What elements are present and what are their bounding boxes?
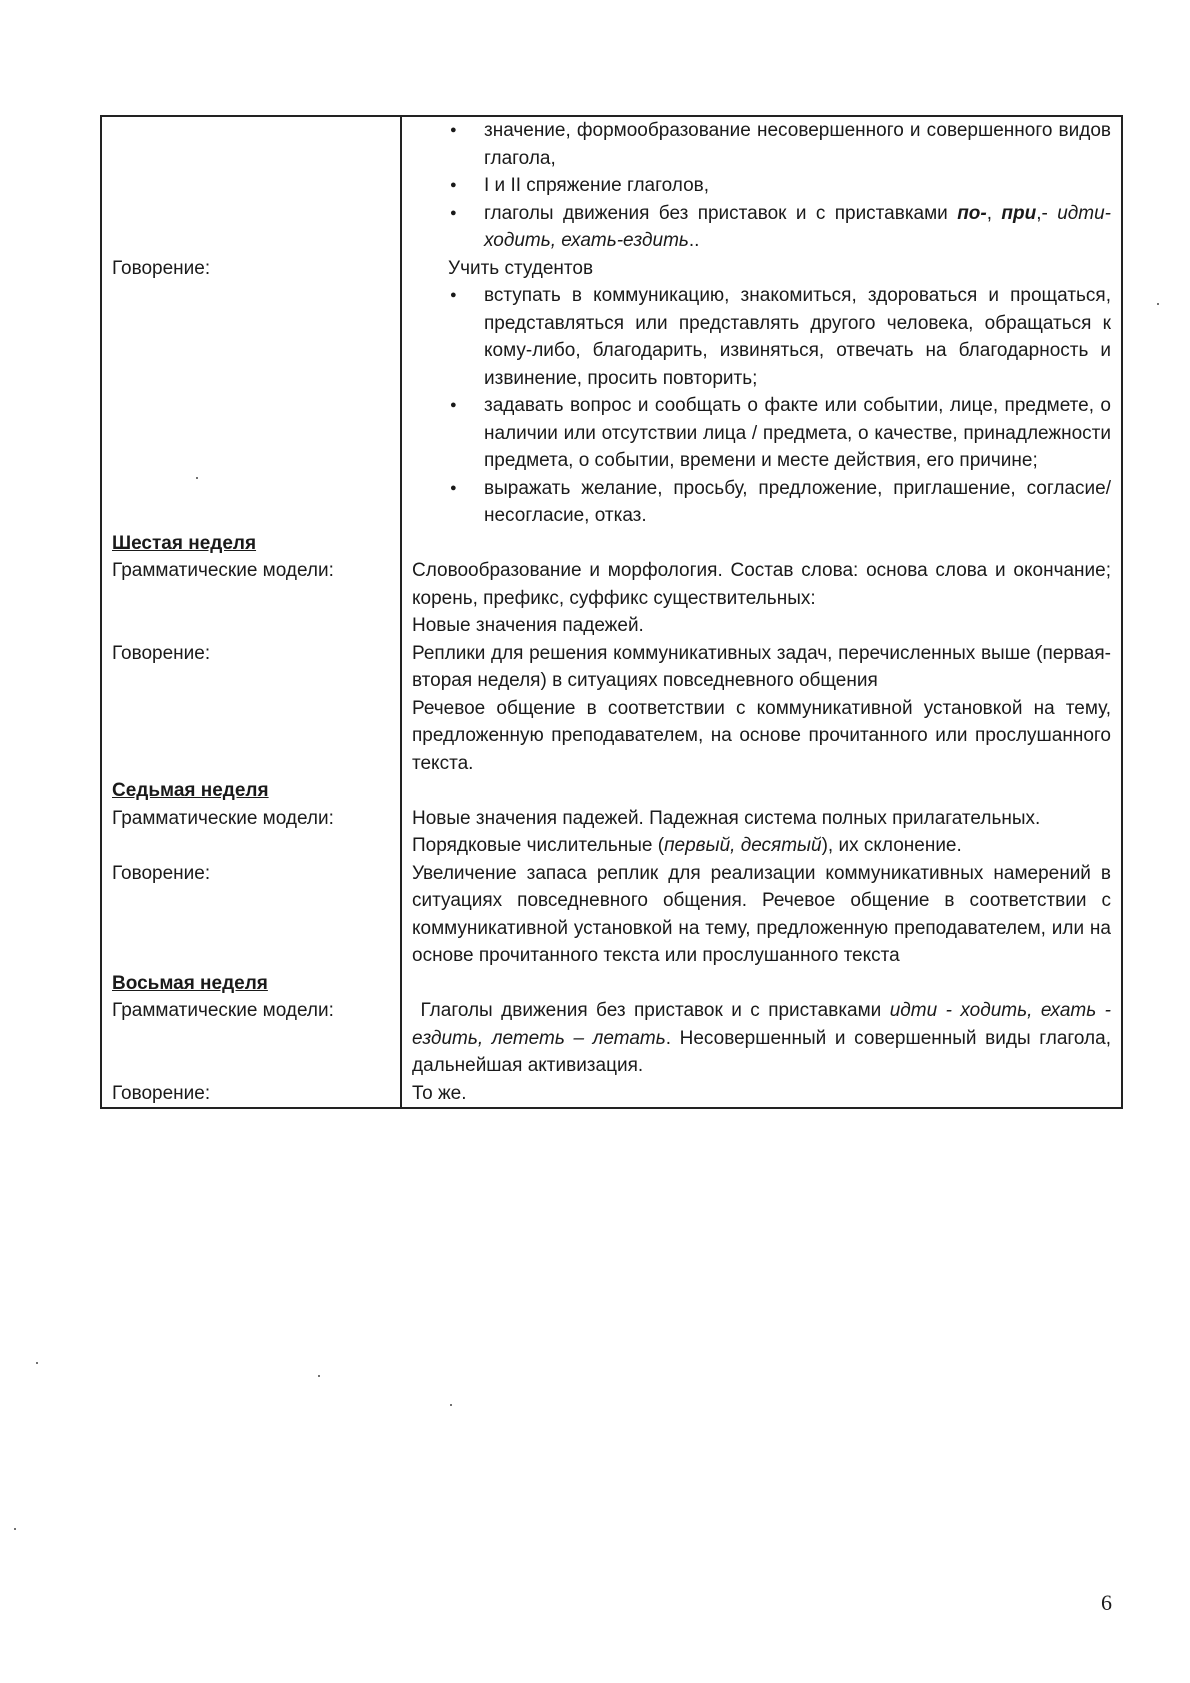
table-row (101, 116, 1122, 530)
label-column (101, 970, 401, 1109)
speaking-bullet-list (412, 282, 1111, 530)
scan-speck (14, 1528, 16, 1530)
speaking-label: Говорение: (112, 862, 211, 884)
grammar-text: Глаголы движения без приставок и с приставками идти - ходить, ехать - ездить, лететь – летать. Несовершенный и совершенный виды глагола, дальнейшая активизация. (412, 1000, 1111, 1076)
scan-speck (196, 477, 198, 479)
scan-speck (36, 1362, 38, 1364)
speaking-text: Реплики для решения коммуникативных задач, перечисленных выше (первая-вторая неделя) в ситуациях повседневного общения (412, 642, 1111, 691)
list-item: ● глаголы движения без приставок и с приставками по-, при,- идти-ходить, ехать-ездить.. (448, 200, 1111, 255)
week-heading: Шестая неделя (112, 532, 257, 554)
list-item: ● задавать вопрос и сообщать о факте или событии, лице, предмете, о наличии или отсутствии лица / предмета, о качестве, принадлежности предмета, о событии, времени и месте действия, его причине; (448, 392, 1111, 475)
scan-speck (1157, 303, 1159, 305)
grammar-text: Порядковые числительные (первый, десятый), их склонение. (412, 835, 962, 856)
list-item: ● значение, формообразование несовершенного и совершенного видов глагола, (448, 117, 1111, 172)
grammar-text: Новые значения падежей. (412, 615, 644, 636)
table-row (101, 970, 1122, 1109)
speaking-label: Говорение: (112, 257, 211, 279)
speaking-text: То же. (412, 1082, 467, 1104)
week-heading: Седьмая неделя (112, 780, 269, 801)
grammar-text: Новые значения падежей. Падежная система полных прилагательных. (412, 807, 1041, 829)
speaking-text: Речевое общение в соответствии с коммуникативной установкой на тему, предложенную преподавателем, на основе прочитанного или прослушанного текста. (412, 697, 1111, 774)
list-item: ● вступать в коммуникацию, знакомиться, здороваться и прощаться, представляться или представлять другого человека, обращаться к кому-либо, благодарить, извиняться, отвечать на благодарность и извинение, просить повторить; (448, 282, 1111, 392)
list-item: ● выражать желание, просьбу, предложение, приглашение, согласие/несогласие, отказ. (448, 475, 1111, 530)
content-column (401, 530, 1122, 778)
speaking-text: Увеличение запаса реплик для реализации коммуникативных намерений в ситуациях повседневного общения. Речевое общение в соответствии с коммуникативной установкой на тему, предложенную преподавателем, или на основе прочитанного текста или прослушанного текста (412, 862, 1111, 966)
speaking-label: Говорение: (112, 1082, 211, 1104)
speaking-label: Говорение: (112, 642, 211, 664)
content-column (401, 116, 1122, 530)
grammar-label: Грамматические модели: (112, 807, 334, 829)
week-heading: Восьмая неделя (112, 972, 268, 994)
label-column (101, 777, 401, 970)
table-row (101, 777, 1122, 970)
teach-intro: Учить студентов (448, 257, 594, 279)
table-row (101, 530, 1122, 778)
grammar-bullet-list (412, 117, 1111, 255)
grammar-label: Грамматические модели: (112, 560, 334, 581)
grammar-text: Словообразование и морфология. Состав слова: основа слова и окончание; корень, префикс, суффикс существительных: (412, 560, 1111, 609)
label-column (101, 116, 401, 530)
scan-speck (318, 1375, 320, 1377)
curriculum-table (100, 115, 1123, 1109)
label-column (101, 530, 401, 778)
page-number: 6 (1101, 1590, 1112, 1615)
scan-speck (450, 1404, 452, 1406)
list-item: ● I и II спряжение глаголов, (448, 172, 1111, 200)
grammar-label: Грамматические модели: (112, 1000, 334, 1021)
content-column (401, 777, 1122, 970)
content-column (401, 970, 1122, 1109)
